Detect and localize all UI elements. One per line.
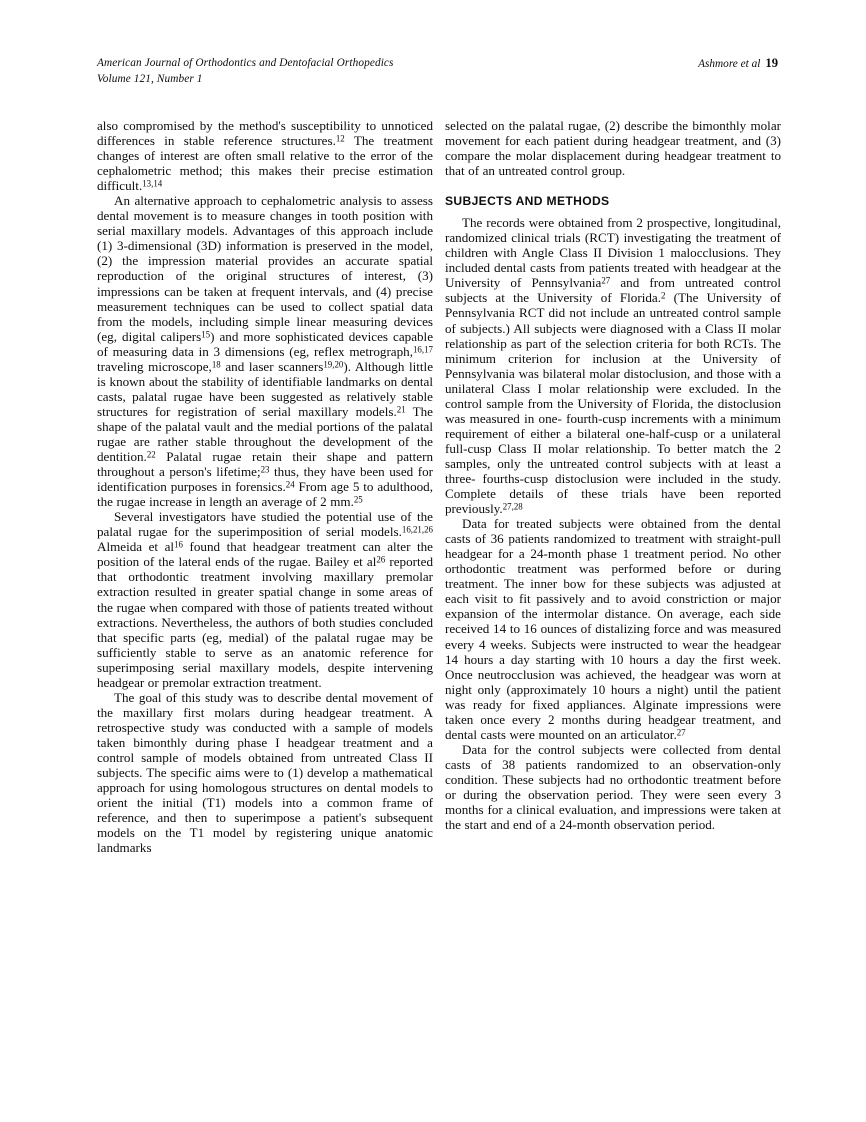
right-paragraph: selected on the palatal rugae, (2) describe the bimonthly molar movement for each patient during headgear treatment, and (3) compare the molar displacement during headgear treatment to that of an untreated control group. [445, 118, 781, 179]
section-heading-subjects-and-methods: SUBJECTS AND METHODS [445, 194, 610, 209]
reference-superscript: 13,14 [142, 178, 163, 189]
right-paragraph: The records were obtained from 2 prospective, longitudinal, randomized clinical trials (RCT) investigating the treatment of children with Angle Class II Division 1 malocclusions. They included dental casts from patients treated with headgear at the University of Pennsylvania$^{27}$ and from untreated control subjects at the University of Florida.$^2$ (The University of Pennsylvania RCT did not include an untreated control sample of subjects.) All subjects were diagnosed with a Class II molar relationship as part of the selection criteria for both RCTs. The minimum criterion for inclusion at the University of Pennsylvania was bilateral molar distoclusion, and those with a unilateral Class I molar relationship were excluded. In the control sample from the University of Florida, the distoclusion was measured in one- fourth-cusp increments with a minimum requirement of either a bilateral one-half-cusp or a unilateral full-cusp Class II molar relationship. To better match the 2 samples, only the untreated control subjects with at least a three- fourths-cusp distoclusion were included in the study. Complete details of these trials have been reported previously.$^{27,28}$ [445, 215, 782, 517]
reference-superscript: 26 [376, 554, 386, 565]
left-column [97, 118, 433, 855]
reference-superscript: 19,20 [323, 359, 344, 370]
reference-superscript: 15 [201, 328, 211, 339]
running-head-journal [97, 56, 394, 87]
reference-superscript: 25 [353, 494, 363, 505]
left-paragraph: The goal of this study was to describe dental movement of the maxillary first molars during headgear treatment. A retrospective study was conducted with a sample of models taken bimonthly during phase I headgear treatment and a control sample of models obtained from untreated Class II subjects. The specific aims were to (1) develop a mathematical approach for using homologous structures on dental models to orient the initial (T1) models into a common frame of reference, and then to superimpose a patient's subsequent models on the T1 model by registering unique anatomic landmarks [97, 689, 433, 856]
left-paragraph: An alternative approach to cephalometric analysis to assess dental movement is to measure changes in tooth position with serial maxillary models. Advantages of this approach include (1) 3-dimensional (3D) information is preserved in the model, (2) the impression material provides an accurate spatial reproduction of the original structures of interest, (3) impressions can be taken at frequent intervals, and (4) precise measurement techniques can be used to collect spatial data from the models, including simple linear measuring devices (eg, digital calipers$^{15}$) and more sophisticated devices capable of measuring data in 3 dimensions (eg, reflex metrograph,$^{16,17}$ traveling microscope,$^{18}$ and laser scanners$^{19,20}$). Although little is known about the stability of identifiable landmarks on dental casts, palatal rugae have been suggested as relatively stable structures for registration of serial maxillary models.$^{21}$ The shape of the palatal vault and the medial portions of the palatal rugae are rather stable throughout the development of the dentition.$^{22}$ Palatal rugae retain their shape and pattern throughout a person's lifetime;$^{23}$ thus, they have been used for identification purposes in forensics.$^{24}$ From age 5 to adulthood, the rugae increase in length an average of 2 mm.$^{25}$ [97, 193, 434, 510]
journal-volume-line: Volume 121, Number 1 [97, 72, 203, 85]
reference-superscript: 18 [211, 359, 221, 370]
running-head-authors-page [698, 56, 778, 73]
reference-superscript: 16,17 [412, 343, 433, 354]
running-head [97, 56, 778, 90]
reference-superscript: 27 [676, 727, 686, 738]
journal-title-line1: American Journal of Orthodontics and Dentofacial Orthopedics [97, 57, 394, 69]
reference-superscript: 21 [396, 404, 406, 415]
reference-superscript: 16 [174, 539, 183, 550]
running-head-authors: Ashmore et al [698, 58, 761, 70]
reference-superscript: 12 [335, 133, 345, 144]
left-paragraph: Several investigators have studied the potential use of the palatal rugae for the superimposition of serial models.$^{16,21,26}$ Almeida et $al^{16}$ found that headgear treatment can alter the position of the lateral ends of the rugae. Bailey et $al^{26}$ reported that orthodontic treatment involving maxillary premolar extraction resulted in greater spatial change in some areas of the rugae when compared with those of patients treated without extractions. Nevertheless, the authors of both studies concluded that specific parts (eg, medial) of the palatal rugae may be sufficiently stable to serve as an anatomic reference for superimposing serial maxillary models, despite intervening headgear or premolar extraction treatment. [97, 509, 433, 690]
reference-superscript: 27,28 [502, 501, 523, 512]
left-paragraph: also compromised by the method's susceptibility to unnoticed differences in stable reference structures.$^{12}$ The treatment changes of interest are often small relative to the error of the cephalometric method; this makes their precise estimation difficult.$^{13,14}$ [97, 118, 433, 194]
reference-superscript: 24 [285, 479, 295, 490]
reference-superscript: 22 [146, 449, 156, 460]
page-number: 19 [765, 56, 778, 70]
reference-superscript: 23 [260, 464, 270, 475]
right-paragraph: Data for the control subjects were collected from dental casts of 38 patients randomized to an observation-only condition. These subjects had no orthodontic treatment before or during the observation period. They were seen every 3 months for a clinical evaluation, and impressions were taken at the start and end of a 24-month observation period. [445, 741, 781, 833]
two-column-body [97, 118, 781, 855]
reference-superscript: 2 [661, 290, 666, 301]
reference-superscript: 16,21,26 [401, 524, 433, 535]
right-paragraph: Data for treated subjects were obtained from the dental casts of 36 patients randomized to treatment with straight-pull headgear for a 24-month phase 1 treatment period. No other orthodontic treatment was performed before or during treatment. The inner bow for these subjects was adjusted at each visit to fit passively and to avoid constriction or major expansion of the intermolar distance. On average, each side received 14 to 16 ounces of distalizing force and was measured every 4 weeks. Subjects were instructed to wear the headgear 14 hours a day starting with 10 hours a day the first week. Once neutrocclusion was achieved, the headgear was worn at night only (approximately 10 hours a night) until the patient was ready for fixed appliances. Alginate impressions were taken once every 2 months during headgear treatment, and dental casts were mounted on an articulator.$^{27}$ [445, 516, 781, 742]
reference-superscript: 27 [601, 275, 611, 286]
right-column [445, 118, 781, 855]
